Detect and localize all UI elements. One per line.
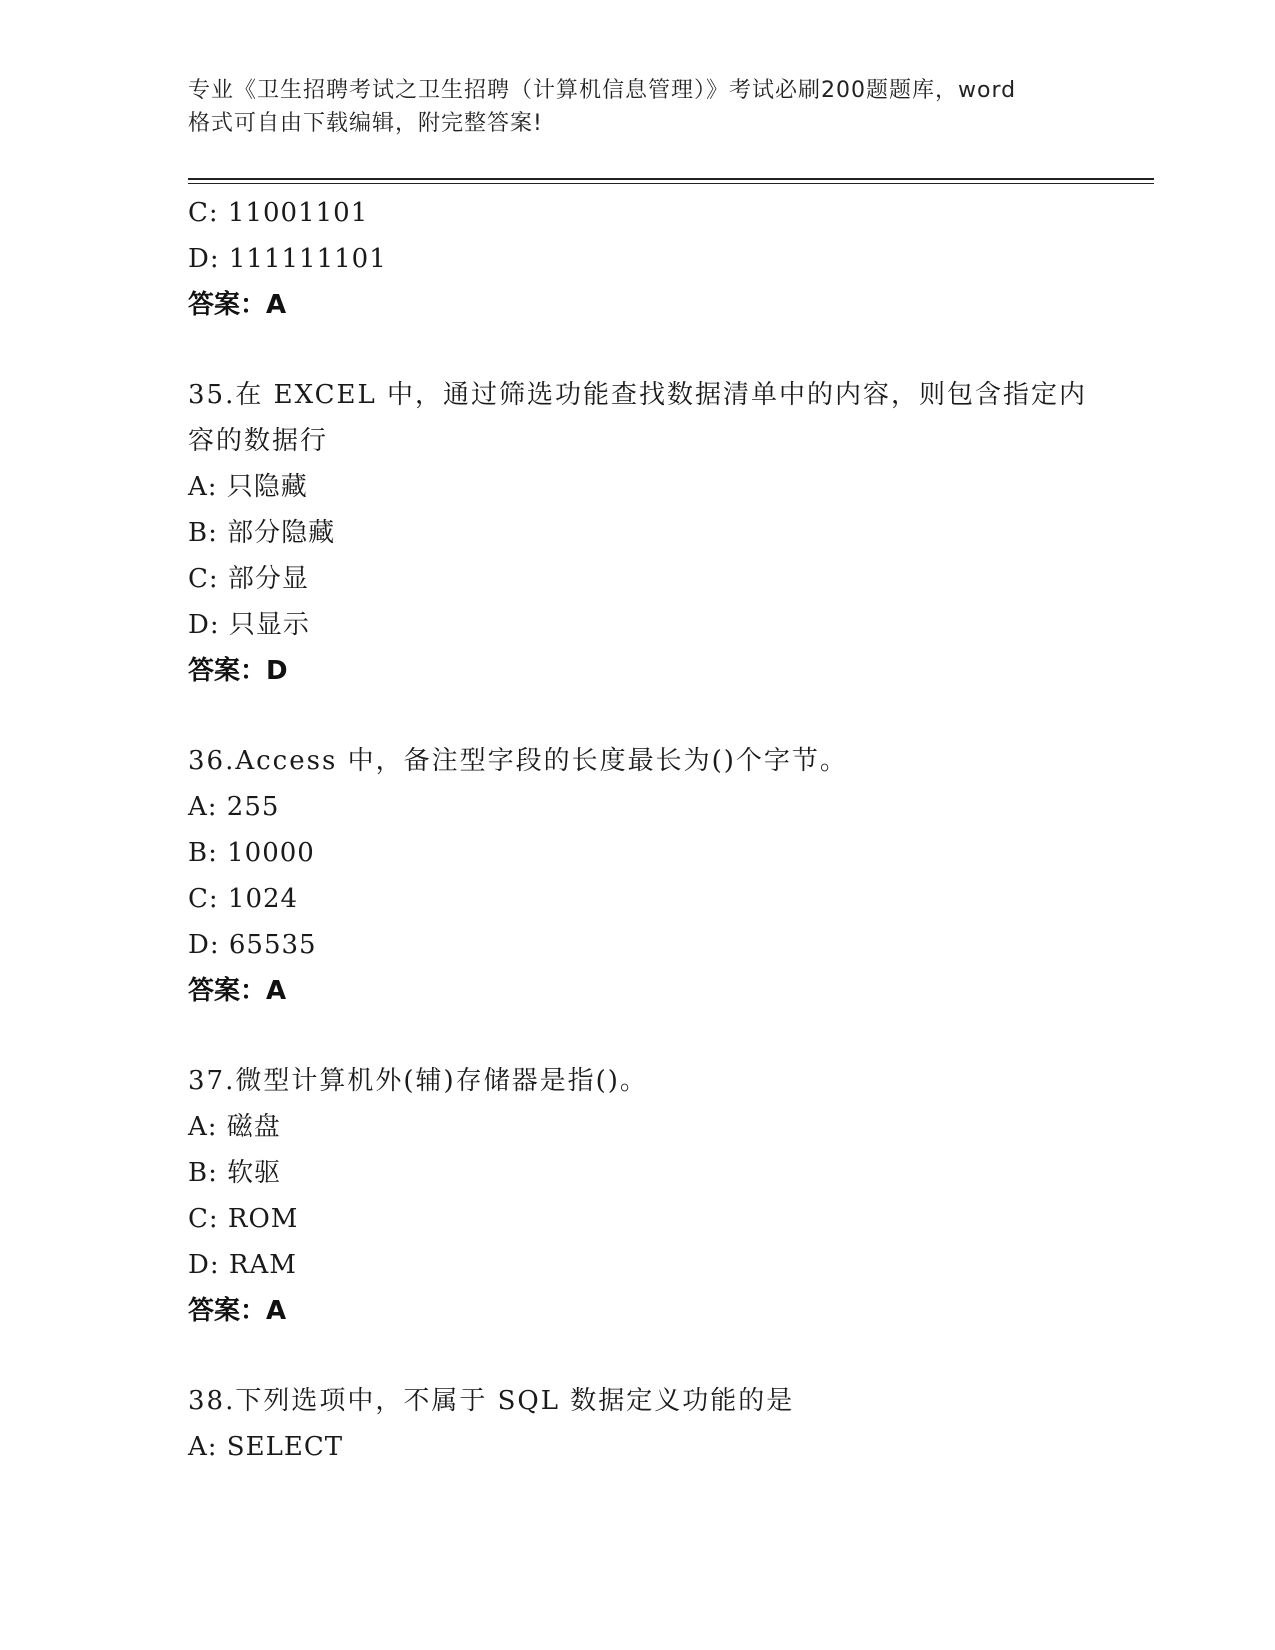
question-stem-line-1: 37.微型计算机外(辅)存储器是指()。 bbox=[188, 1066, 648, 1096]
partial-question bbox=[188, 190, 1088, 328]
option-a: A: SELECT bbox=[188, 1432, 344, 1462]
answer-line: 答案：A bbox=[188, 976, 287, 1006]
header-line-1: 专业《卫生招聘考试之卫生招聘（计算机信息管理）》考试必刷200题题库，word bbox=[188, 78, 1017, 103]
header-divider-thick bbox=[188, 178, 1154, 180]
spacer bbox=[188, 694, 1088, 738]
option-a: A: 255 bbox=[188, 792, 280, 822]
option-a: A: 只隐藏 bbox=[188, 472, 308, 502]
option-b: B: 软驱 bbox=[188, 1158, 282, 1188]
question-stem-line-1: 35.在 EXCEL 中，通过筛选功能查找数据清单中的内容，则包含指定内 bbox=[188, 380, 1088, 410]
option-b: B: 10000 bbox=[188, 838, 315, 868]
spacer bbox=[188, 1014, 1088, 1058]
option-a: A: 磁盘 bbox=[188, 1112, 281, 1142]
option-c: C: 1024 bbox=[188, 884, 299, 914]
option-d: D: 只显示 bbox=[188, 610, 310, 640]
spacer bbox=[188, 1334, 1088, 1378]
header-line-2: 格式可自由下载编辑，附完整答案! bbox=[188, 111, 543, 136]
answer-line: 答案：A bbox=[188, 1296, 287, 1326]
question-36 bbox=[188, 738, 1088, 1014]
option-c: C: ROM bbox=[188, 1204, 299, 1234]
option-b: B: 部分隐藏 bbox=[188, 518, 336, 548]
document-header bbox=[188, 74, 1088, 140]
option-d: D: 111111101 bbox=[188, 244, 387, 274]
option-d: D: RAM bbox=[188, 1250, 297, 1280]
option-c: C: 11001101 bbox=[188, 198, 369, 228]
option-c: C: 部分显 bbox=[188, 564, 309, 594]
option-d: D: 65535 bbox=[188, 930, 317, 960]
answer-line: 答案：A bbox=[188, 290, 287, 320]
question-stem-line-2: 容的数据行 bbox=[188, 426, 329, 456]
question-38 bbox=[188, 1378, 1088, 1470]
question-37 bbox=[188, 1058, 1088, 1334]
question-stem-line-1: 38.下列选项中，不属于 SQL 数据定义功能的是 bbox=[188, 1386, 795, 1416]
question-stem-line-1: 36.Access 中，备注型字段的长度最长为()个字节。 bbox=[188, 746, 848, 776]
answer-line: 答案：D bbox=[188, 656, 288, 686]
spacer bbox=[188, 328, 1088, 372]
question-35 bbox=[188, 372, 1088, 694]
header-divider-thin bbox=[188, 183, 1154, 184]
document-body bbox=[188, 190, 1088, 1470]
